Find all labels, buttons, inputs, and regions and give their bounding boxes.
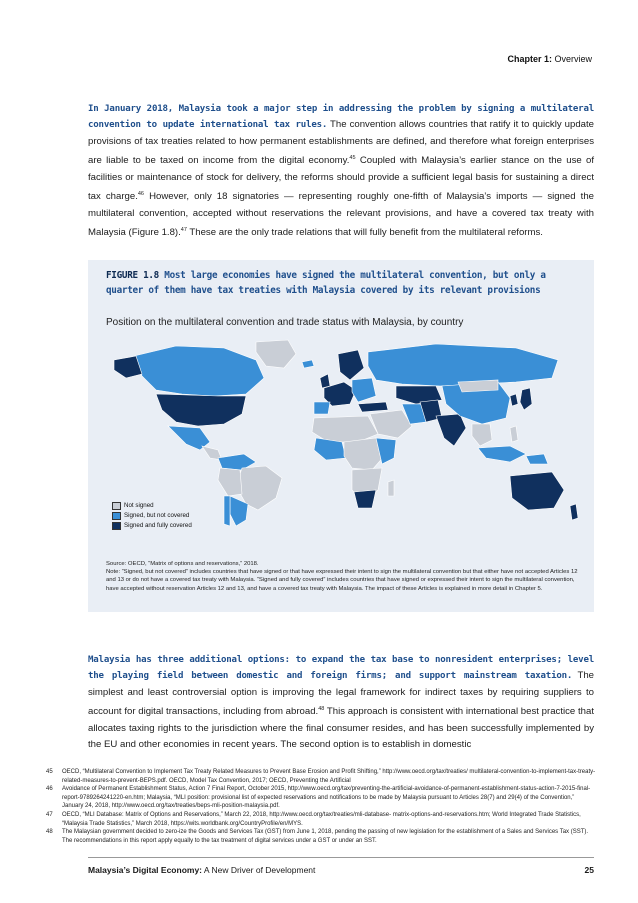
legend-label: Signed and fully covered (124, 522, 192, 529)
paragraph-text: The simplest and least controversial option is improving the legal framework for indirect taxes by requiring suppliers to account for digital transactions, including from abroad. (88, 670, 594, 718)
figure-box (88, 260, 594, 612)
legend-label: Not signed (124, 502, 154, 509)
map-region-philippines (510, 426, 518, 442)
legend-label: Signed, but not covered (124, 512, 190, 519)
source-line: Source: OECD, “Matrix of options and reservations,” 2018. (106, 561, 259, 567)
page-footer (88, 865, 594, 875)
footnote (46, 811, 596, 828)
map-region-turkey (358, 402, 388, 412)
map-region-north-africa (312, 416, 378, 442)
footnote-text[interactable]: OECD, “MLI Database: Matrix of Options and Reservations,” March 22, 2018, http://www.oecd.org/tax/treaties/mli-database- matrix-options-and-reservations.htm; World Integrated Trade Statistics, “Malaysia Trade Statistics,” March 2018, https://wits.worldbank.org/CountryProfile/en/MYS. (62, 811, 581, 827)
figure-subtitle: Position on the multilateral convention and trade status with Malaysia, by country (106, 317, 464, 328)
chapter-title: Overview (554, 54, 592, 64)
map-region-mongolia (458, 380, 498, 392)
world-map (106, 338, 586, 528)
paragraph-text: Coupled with Malaysia’s earlier stance on the use of facilities or maintenance of stock for delivery, the reforms should provide a sufficient legal basis for sustaining a direct tax charge. (88, 155, 594, 203)
map-region-madagascar (388, 480, 394, 496)
figure-title (106, 268, 576, 298)
chapter-header (507, 54, 592, 64)
map-region-korea (510, 394, 518, 406)
footer-title-rest: A New Driver of Development (202, 865, 316, 875)
footnote-text[interactable]: Avoidance of Permanent Establishment Status, Action 7 Final Report, October 2015, http://www.oecd.org/tax/preventing-the-artificial-avoidance-of-permanent-establishment-status-action-7-2015-final-report-9789264241220-en.htm; Malaysia, “MLI position: provisional list of expected reservations and notifications to be made by Malaysia pursuant to Articles 28(7) and 29(4) of the Convention,” January 24, 2018, http://www.oecd.org/tax/treaties/beps-mli-position-malaysia.pdf. (62, 786, 591, 810)
map-region-iberia (314, 402, 330, 414)
footnote-number: 47 (46, 811, 53, 818)
map-region-scandinavia (338, 350, 364, 380)
map-region-australia (510, 472, 564, 510)
footnote-ref[interactable]: 46 (137, 191, 144, 198)
map-region-canada (134, 346, 264, 396)
map-region-greenland (256, 340, 296, 368)
paragraph-text: However, only 18 signatories — representing roughly one-fifth of Malaysia’s imports — signed the multilateral convention, accepted without reservations the relevant provisions, and have a covered tax treaty with Malaysia (Figure 1.8). (88, 191, 594, 239)
legend-item-signed-not-covered (112, 511, 192, 521)
footnote-number: 48 (46, 829, 53, 836)
legend-swatch (112, 522, 121, 530)
footnotes (46, 768, 596, 845)
paragraph-text: These are the only trade relations that will fully benefit from the multilateral reforms. (186, 227, 543, 239)
footnote-number: 46 (46, 786, 53, 793)
paragraph-lead: Malaysia has three additional options: to expand the tax base to nonresident enterprises; level the playing field between domestic and foreign firms; and support mainstream taxation. (88, 655, 594, 682)
chapter-label: Chapter 1: (507, 54, 552, 64)
map-region-russia (368, 344, 558, 386)
paragraph-text: The convention allows countries that ratify it to quickly update provisions of tax treaties related to how permanent establishments are defined, and therefore what foreign enterprises are liable to be taxed on income from the digital economy. (88, 119, 595, 167)
paragraph-lead: In January 2018, Malaysia took a major step in addressing the problem by signing a multilateral convention to update international tax rules. (88, 104, 594, 131)
map-legend (112, 501, 192, 531)
legend-swatch (112, 512, 121, 520)
map-region-india (436, 414, 466, 446)
footnote-text[interactable]: OECD, “Multilateral Convention to Implement Tax Treaty Related Measures to Prevent Base Erosion and Profit Shifting,” http://www.oecd.org/tax/treaties/ multilateral-convention-to-implement-tax-treaty-related-measures-to-prevent-BEPS.pdf. OECD, Model Tax Convention, 2017; OECD, Preventing the Artificial (62, 769, 596, 784)
footnote-ref[interactable]: 48 (318, 706, 325, 713)
footnote-ref[interactable]: 47 (180, 227, 187, 234)
footnote (46, 828, 596, 845)
page-number: 25 (584, 865, 594, 875)
paragraph-text: This approach is consistent with international best practice that allocates taxing rights to the jurisdiction where the final consumer resides, and has been successfully implemented by the EU and other economies in recent years. The second option is to establish in domestic (88, 706, 594, 751)
footnote (46, 768, 596, 785)
map-region-mainland-sea (472, 424, 492, 446)
map-region-new-zealand (570, 504, 578, 520)
paragraph-intro (88, 101, 594, 242)
map-region-iceland (302, 360, 314, 368)
footer-rule (88, 857, 594, 858)
legend-swatch (112, 502, 121, 510)
map-region-usa (156, 394, 246, 426)
map-region-eastern-europe (352, 378, 376, 402)
paragraph-options (88, 652, 594, 754)
footer-title (88, 865, 315, 875)
legend-item-signed-covered (112, 521, 192, 531)
map-region-south-africa (354, 490, 376, 508)
figure-label: FIGURE 1.8 (106, 270, 159, 281)
legend-item-not-signed (112, 501, 192, 511)
footnote (46, 785, 596, 811)
footnote-number: 45 (46, 769, 53, 775)
map-region-uk (320, 374, 330, 388)
footnote-ref[interactable]: 45 (349, 155, 356, 162)
figure-source (106, 560, 578, 593)
footnote-text: The Malaysian government decided to zero-ize the Goods and Services Tax (GST) from June 1, 2018, pending the passing of new legislation for the establishment of a Sales and Services Tax (SST). The recommendations in this report apply equally to the tax treatment of digital services under a GST or under an SST. (62, 829, 589, 844)
map-region-peru-bolivia (218, 468, 242, 496)
footer-title-bold: Malaysia’s Digital Economy: (88, 865, 202, 875)
map-region-malaysia-indonesia (478, 446, 526, 462)
figure-title-text: Most large economies have signed the multilateral convention, but only a quarter of them have tax treaties with Malaysia covered by its relevant provisions (106, 270, 546, 296)
map-region-papua (526, 454, 548, 464)
map-region-japan (520, 388, 532, 410)
note-text: Note: “Signed, but not covered” includes countries that have signed or that have expressed their intent to sign the multilateral convention but that either have not accepted Articles 12 and 13 or do not have a covered tax treaty with Malaysia. “Signed and fully covered” includes countries that have signed or expressed their intent to sign the multilateral convention, have accepted without reservation Articles 12 and 13, and have a covered tax treaty with Malaysia. The impact of these Articles is explained in more detail in Chapter 5. (106, 569, 578, 592)
map-region-chile (224, 496, 230, 526)
